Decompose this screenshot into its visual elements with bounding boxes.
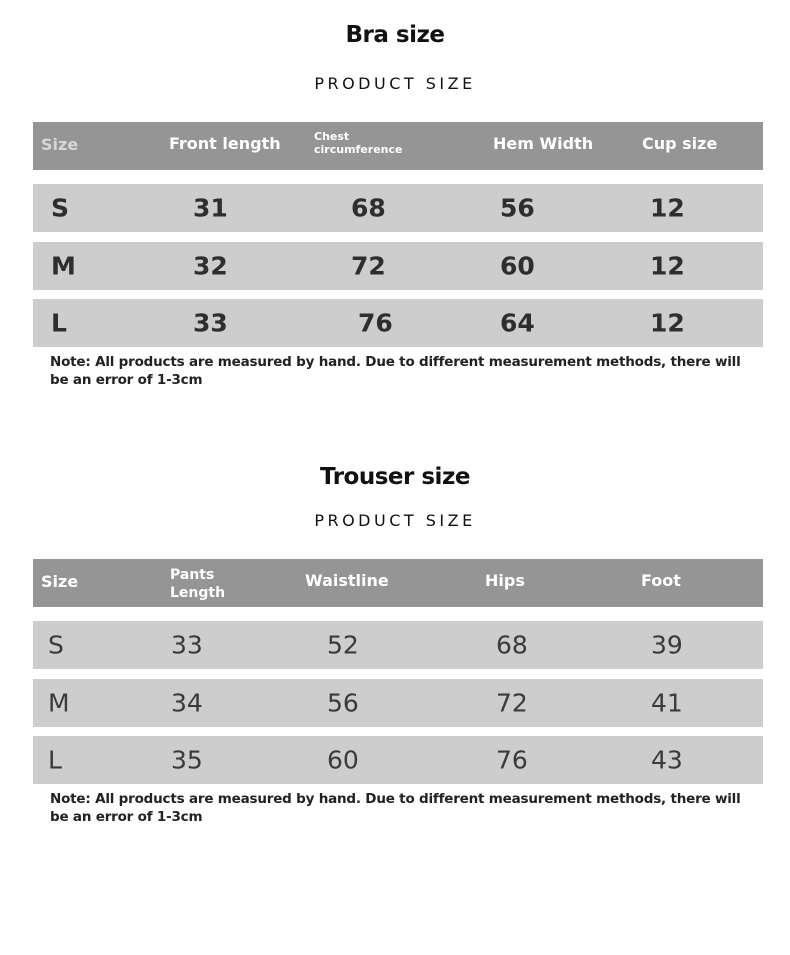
cell-size: M [51, 251, 76, 281]
trouser-subtitle: PRODUCT SIZE [314, 511, 476, 530]
cell-chest: 76 [358, 308, 393, 338]
header-chest-circumference [314, 130, 402, 156]
cell-cup-size: 12 [650, 193, 685, 223]
cell-hips: 72 [496, 688, 528, 718]
trouser-note: Note: All products are measured by hand. Due to different measurement methods, there will be an error of 1-3cm [50, 791, 741, 825]
table-row [33, 621, 763, 669]
trouser-table-header [33, 559, 763, 607]
cell-foot: 41 [651, 688, 683, 718]
cell-pants-length: 34 [171, 688, 203, 718]
header-front-length: Front length [169, 134, 281, 153]
cell-pants-length: 33 [171, 630, 203, 660]
header-chest-line2: circumference [314, 143, 403, 156]
cell-hem-width: 60 [500, 251, 535, 281]
bra-subtitle: PRODUCT SIZE [314, 74, 476, 93]
bra-note: Note: All products are measured by hand. Due to different measurement methods, there will be an error of 1-3cm [50, 354, 741, 388]
cell-size: S [51, 193, 70, 223]
cell-size: L [48, 745, 62, 775]
header-hem-width: Hem Width [493, 134, 594, 153]
header-cup-size: Cup size [642, 134, 718, 153]
cell-hem-width: 64 [500, 308, 535, 338]
trouser-title: Trouser size [320, 464, 470, 490]
cell-pants-length: 35 [171, 745, 203, 775]
header-pants-length [170, 566, 225, 602]
cell-cup-size: 12 [650, 308, 685, 338]
cell-chest: 72 [351, 251, 386, 281]
table-row [33, 299, 763, 347]
bra-title: Bra size [345, 22, 445, 48]
cell-size: S [48, 630, 64, 660]
header-size: Size [41, 135, 79, 154]
header-pants-line2: Length [170, 585, 226, 601]
header-chest-line1: Chest [314, 130, 350, 143]
bra-table-header [33, 122, 763, 170]
cell-waistline: 60 [327, 745, 359, 775]
cell-front-length: 31 [193, 193, 228, 223]
table-row [33, 679, 763, 727]
cell-size: L [51, 308, 67, 338]
cell-hips: 76 [496, 745, 528, 775]
header-pants-line1: Pants [170, 567, 215, 583]
header-waistline: Waistline [305, 571, 389, 590]
cell-front-length: 32 [193, 251, 228, 281]
cell-waistline: 52 [327, 630, 359, 660]
cell-chest: 68 [351, 193, 386, 223]
cell-front-length: 33 [193, 308, 228, 338]
header-size: Size [41, 572, 79, 591]
cell-foot: 39 [651, 630, 683, 660]
header-hips: Hips [485, 571, 525, 590]
cell-foot: 43 [651, 745, 683, 775]
table-row [33, 184, 763, 232]
cell-cup-size: 12 [650, 251, 685, 281]
cell-hem-width: 56 [500, 193, 535, 223]
cell-waistline: 56 [327, 688, 359, 718]
table-row [33, 242, 763, 290]
cell-hips: 68 [496, 630, 528, 660]
table-row [33, 736, 763, 784]
header-foot: Foot [641, 571, 681, 590]
cell-size: M [48, 688, 70, 718]
